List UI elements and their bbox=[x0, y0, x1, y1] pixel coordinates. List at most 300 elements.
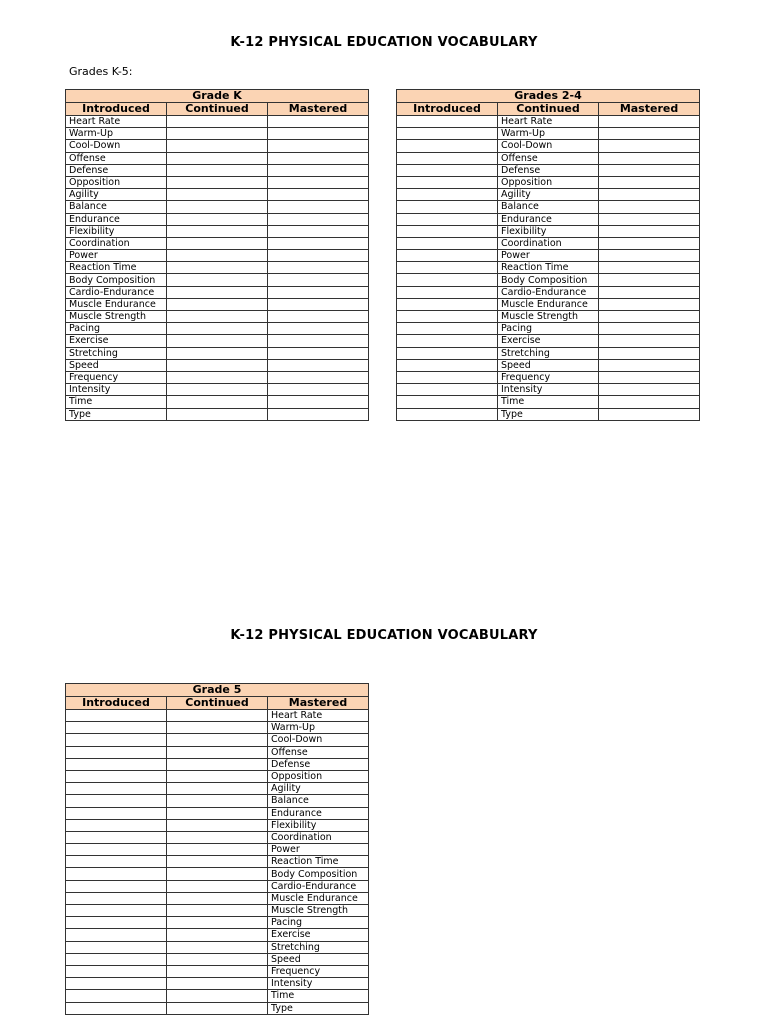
table-row bbox=[66, 905, 369, 917]
empty-cell bbox=[268, 335, 369, 347]
table-row bbox=[397, 335, 700, 347]
empty-cell bbox=[599, 359, 700, 371]
empty-cell bbox=[599, 323, 700, 335]
vocab-term: Warm-Up bbox=[498, 128, 599, 140]
column-header: Continued bbox=[167, 697, 268, 710]
vocab-table-grade-5 bbox=[65, 683, 369, 1015]
table-row bbox=[66, 311, 369, 323]
table-row bbox=[66, 286, 369, 298]
empty-cell bbox=[397, 274, 498, 286]
vocab-term: Coordination bbox=[498, 237, 599, 249]
vocab-term: Opposition bbox=[268, 770, 369, 782]
empty-cell bbox=[599, 250, 700, 262]
empty-cell bbox=[66, 746, 167, 758]
vocab-term: Frequency bbox=[66, 371, 167, 383]
vocab-term: Cardio-Endurance bbox=[268, 880, 369, 892]
vocab-term: Balance bbox=[66, 201, 167, 213]
empty-cell bbox=[599, 152, 700, 164]
empty-cell bbox=[397, 164, 498, 176]
vocab-term: Heart Rate bbox=[498, 116, 599, 128]
table-row bbox=[66, 770, 369, 782]
vocab-term: Muscle Strength bbox=[268, 905, 369, 917]
table-row bbox=[397, 225, 700, 237]
empty-cell bbox=[268, 274, 369, 286]
table-row bbox=[66, 116, 369, 128]
vocab-term: Balance bbox=[268, 795, 369, 807]
vocab-term: Muscle Strength bbox=[66, 311, 167, 323]
vocab-term: Pacing bbox=[268, 917, 369, 929]
empty-cell bbox=[66, 941, 167, 953]
empty-cell bbox=[167, 298, 268, 310]
empty-cell bbox=[66, 892, 167, 904]
column-header: Continued bbox=[498, 103, 599, 116]
empty-cell bbox=[268, 250, 369, 262]
empty-cell bbox=[397, 408, 498, 420]
empty-cell bbox=[66, 868, 167, 880]
empty-cell bbox=[167, 892, 268, 904]
table-row bbox=[66, 758, 369, 770]
table-row bbox=[66, 250, 369, 262]
empty-cell bbox=[599, 213, 700, 225]
empty-cell bbox=[397, 116, 498, 128]
empty-cell bbox=[167, 311, 268, 323]
vocab-term: Flexibility bbox=[66, 225, 167, 237]
empty-cell bbox=[268, 201, 369, 213]
empty-cell bbox=[66, 965, 167, 977]
empty-cell bbox=[599, 286, 700, 298]
empty-cell bbox=[268, 408, 369, 420]
empty-cell bbox=[66, 978, 167, 990]
empty-cell bbox=[599, 164, 700, 176]
vocab-term: Agility bbox=[268, 783, 369, 795]
vocab-term: Coordination bbox=[268, 831, 369, 843]
empty-cell bbox=[268, 189, 369, 201]
table-row bbox=[66, 880, 369, 892]
empty-cell bbox=[599, 116, 700, 128]
empty-cell bbox=[268, 128, 369, 140]
table-row bbox=[66, 213, 369, 225]
grade-header: Grades 2-4 bbox=[397, 90, 700, 103]
table-row bbox=[66, 335, 369, 347]
page-title: K-12 PHYSICAL EDUCATION VOCABULARY bbox=[230, 35, 538, 50]
table-row bbox=[397, 189, 700, 201]
table-row bbox=[397, 176, 700, 188]
table-row bbox=[397, 323, 700, 335]
table-row bbox=[397, 311, 700, 323]
table-row bbox=[397, 298, 700, 310]
empty-cell bbox=[397, 262, 498, 274]
empty-cell bbox=[167, 384, 268, 396]
vocab-term: Exercise bbox=[498, 335, 599, 347]
empty-cell bbox=[66, 917, 167, 929]
vocab-term: Power bbox=[498, 250, 599, 262]
table-row bbox=[66, 868, 369, 880]
table-row bbox=[66, 953, 369, 965]
empty-cell bbox=[167, 758, 268, 770]
table-row bbox=[66, 783, 369, 795]
vocab-term: Defense bbox=[268, 758, 369, 770]
empty-cell bbox=[167, 250, 268, 262]
empty-cell bbox=[599, 189, 700, 201]
empty-cell bbox=[167, 176, 268, 188]
empty-cell bbox=[167, 929, 268, 941]
empty-cell bbox=[599, 335, 700, 347]
vocab-term: Heart Rate bbox=[268, 710, 369, 722]
empty-cell bbox=[599, 176, 700, 188]
vocab-term: Type bbox=[498, 408, 599, 420]
empty-cell bbox=[599, 408, 700, 420]
table-row bbox=[397, 116, 700, 128]
vocab-term: Body Composition bbox=[268, 868, 369, 880]
empty-cell bbox=[167, 868, 268, 880]
vocab-term: Reaction Time bbox=[268, 856, 369, 868]
vocab-term: Power bbox=[66, 250, 167, 262]
table-row bbox=[66, 201, 369, 213]
empty-cell bbox=[397, 323, 498, 335]
vocab-term: Time bbox=[498, 396, 599, 408]
table-row bbox=[66, 274, 369, 286]
empty-cell bbox=[167, 323, 268, 335]
empty-cell bbox=[66, 990, 167, 1002]
vocab-term: Opposition bbox=[66, 176, 167, 188]
vocab-term: Speed bbox=[498, 359, 599, 371]
empty-cell bbox=[167, 140, 268, 152]
table-row bbox=[66, 140, 369, 152]
table-row bbox=[66, 965, 369, 977]
vocab-term: Cool-Down bbox=[66, 140, 167, 152]
vocab-term: Cool-Down bbox=[498, 140, 599, 152]
empty-cell bbox=[397, 225, 498, 237]
empty-cell bbox=[167, 965, 268, 977]
empty-cell bbox=[397, 250, 498, 262]
empty-cell bbox=[167, 237, 268, 249]
table-row bbox=[66, 225, 369, 237]
table-row bbox=[66, 941, 369, 953]
vocab-term: Muscle Endurance bbox=[498, 298, 599, 310]
vocab-term: Offense bbox=[498, 152, 599, 164]
vocab-term: Reaction Time bbox=[66, 262, 167, 274]
empty-cell bbox=[167, 152, 268, 164]
vocab-term: Cardio-Endurance bbox=[498, 286, 599, 298]
vocab-term: Pacing bbox=[498, 323, 599, 335]
table-row bbox=[66, 734, 369, 746]
vocab-term: Type bbox=[66, 408, 167, 420]
table-row bbox=[397, 274, 700, 286]
table-row bbox=[397, 140, 700, 152]
empty-cell bbox=[599, 347, 700, 359]
empty-cell bbox=[397, 237, 498, 249]
empty-cell bbox=[167, 795, 268, 807]
empty-cell bbox=[397, 213, 498, 225]
table-row bbox=[397, 408, 700, 420]
empty-cell bbox=[397, 189, 498, 201]
empty-cell bbox=[397, 140, 498, 152]
vocab-term: Type bbox=[268, 1002, 369, 1014]
empty-cell bbox=[397, 311, 498, 323]
empty-cell bbox=[397, 201, 498, 213]
vocab-term: Endurance bbox=[498, 213, 599, 225]
table-row bbox=[66, 892, 369, 904]
vocab-term: Endurance bbox=[66, 213, 167, 225]
vocab-term: Balance bbox=[498, 201, 599, 213]
empty-cell bbox=[397, 128, 498, 140]
page-title-2: K-12 PHYSICAL EDUCATION VOCABULARY bbox=[230, 628, 538, 643]
empty-cell bbox=[66, 905, 167, 917]
empty-cell bbox=[397, 371, 498, 383]
table-row bbox=[66, 237, 369, 249]
empty-cell bbox=[66, 880, 167, 892]
empty-cell bbox=[167, 262, 268, 274]
empty-cell bbox=[66, 807, 167, 819]
empty-cell bbox=[599, 384, 700, 396]
vocab-term: Body Composition bbox=[66, 274, 167, 286]
empty-cell bbox=[268, 116, 369, 128]
empty-cell bbox=[66, 710, 167, 722]
table-row bbox=[66, 990, 369, 1002]
vocab-term: Time bbox=[268, 990, 369, 1002]
table-row bbox=[66, 152, 369, 164]
table-row bbox=[397, 152, 700, 164]
empty-cell bbox=[397, 396, 498, 408]
vocab-term: Stretching bbox=[66, 347, 167, 359]
empty-cell bbox=[167, 807, 268, 819]
empty-cell bbox=[599, 311, 700, 323]
table-row bbox=[66, 844, 369, 856]
empty-cell bbox=[397, 176, 498, 188]
empty-cell bbox=[167, 225, 268, 237]
table-row bbox=[66, 262, 369, 274]
empty-cell bbox=[268, 176, 369, 188]
empty-cell bbox=[167, 941, 268, 953]
vocab-term: Speed bbox=[268, 953, 369, 965]
table-row bbox=[397, 237, 700, 249]
table-row bbox=[66, 807, 369, 819]
table-row bbox=[66, 347, 369, 359]
empty-cell bbox=[268, 262, 369, 274]
empty-cell bbox=[66, 722, 167, 734]
table-row bbox=[397, 128, 700, 140]
empty-cell bbox=[167, 189, 268, 201]
empty-cell bbox=[167, 953, 268, 965]
vocab-term: Power bbox=[268, 844, 369, 856]
empty-cell bbox=[66, 770, 167, 782]
vocab-term: Frequency bbox=[268, 965, 369, 977]
grades-subtitle: Grades K-5: bbox=[69, 65, 133, 78]
column-header: Introduced bbox=[66, 103, 167, 116]
table-row bbox=[66, 408, 369, 420]
table-row bbox=[66, 722, 369, 734]
table-row bbox=[66, 856, 369, 868]
table-row bbox=[397, 359, 700, 371]
empty-cell bbox=[167, 990, 268, 1002]
column-header: Introduced bbox=[397, 103, 498, 116]
empty-cell bbox=[167, 213, 268, 225]
column-header: Mastered bbox=[268, 697, 369, 710]
empty-cell bbox=[397, 335, 498, 347]
vocab-term: Pacing bbox=[66, 323, 167, 335]
empty-cell bbox=[599, 140, 700, 152]
empty-cell bbox=[599, 396, 700, 408]
empty-cell bbox=[167, 722, 268, 734]
empty-cell bbox=[268, 396, 369, 408]
empty-cell bbox=[167, 408, 268, 420]
vocab-term: Offense bbox=[66, 152, 167, 164]
vocab-term: Exercise bbox=[66, 335, 167, 347]
column-header: Mastered bbox=[268, 103, 369, 116]
empty-cell bbox=[167, 710, 268, 722]
grade-header: Grade K bbox=[66, 90, 369, 103]
vocab-table-grade-k bbox=[65, 89, 369, 421]
table-row bbox=[66, 978, 369, 990]
empty-cell bbox=[167, 359, 268, 371]
empty-cell bbox=[268, 384, 369, 396]
empty-cell bbox=[167, 734, 268, 746]
table-row bbox=[66, 298, 369, 310]
empty-cell bbox=[268, 347, 369, 359]
table-row bbox=[66, 176, 369, 188]
empty-cell bbox=[397, 384, 498, 396]
empty-cell bbox=[397, 286, 498, 298]
empty-cell bbox=[268, 225, 369, 237]
empty-cell bbox=[268, 286, 369, 298]
vocab-term: Heart Rate bbox=[66, 116, 167, 128]
vocab-term: Warm-Up bbox=[268, 722, 369, 734]
empty-cell bbox=[268, 298, 369, 310]
table-row bbox=[397, 164, 700, 176]
empty-cell bbox=[268, 140, 369, 152]
vocab-term: Exercise bbox=[268, 929, 369, 941]
empty-cell bbox=[167, 335, 268, 347]
column-header: Mastered bbox=[599, 103, 700, 116]
empty-cell bbox=[397, 298, 498, 310]
grade-header: Grade 5 bbox=[66, 684, 369, 697]
table-row bbox=[66, 323, 369, 335]
vocab-term: Intensity bbox=[268, 978, 369, 990]
table-row bbox=[66, 746, 369, 758]
table-row bbox=[397, 201, 700, 213]
empty-cell bbox=[268, 164, 369, 176]
empty-cell bbox=[397, 152, 498, 164]
empty-cell bbox=[66, 819, 167, 831]
empty-cell bbox=[167, 844, 268, 856]
vocab-term: Agility bbox=[498, 189, 599, 201]
empty-cell bbox=[167, 371, 268, 383]
vocab-term: Cool-Down bbox=[268, 734, 369, 746]
empty-cell bbox=[167, 1002, 268, 1014]
vocab-term: Muscle Endurance bbox=[268, 892, 369, 904]
empty-cell bbox=[599, 237, 700, 249]
vocab-term: Stretching bbox=[268, 941, 369, 953]
vocab-term: Reaction Time bbox=[498, 262, 599, 274]
table-row bbox=[397, 396, 700, 408]
vocab-term: Frequency bbox=[498, 371, 599, 383]
vocab-term: Warm-Up bbox=[66, 128, 167, 140]
vocab-term: Body Composition bbox=[498, 274, 599, 286]
table-row bbox=[66, 371, 369, 383]
column-header: Introduced bbox=[66, 697, 167, 710]
empty-cell bbox=[66, 856, 167, 868]
empty-cell bbox=[167, 347, 268, 359]
table-row bbox=[66, 128, 369, 140]
empty-cell bbox=[66, 844, 167, 856]
empty-cell bbox=[66, 953, 167, 965]
empty-cell bbox=[599, 274, 700, 286]
empty-cell bbox=[268, 311, 369, 323]
vocab-term: Offense bbox=[268, 746, 369, 758]
vocab-term: Muscle Strength bbox=[498, 311, 599, 323]
empty-cell bbox=[397, 359, 498, 371]
empty-cell bbox=[268, 323, 369, 335]
vocab-term: Stretching bbox=[498, 347, 599, 359]
table-row bbox=[66, 917, 369, 929]
empty-cell bbox=[167, 286, 268, 298]
table-row bbox=[397, 262, 700, 274]
empty-cell bbox=[66, 1002, 167, 1014]
vocab-term: Speed bbox=[66, 359, 167, 371]
empty-cell bbox=[167, 116, 268, 128]
empty-cell bbox=[66, 783, 167, 795]
empty-cell bbox=[599, 201, 700, 213]
empty-cell bbox=[268, 237, 369, 249]
table-row bbox=[66, 164, 369, 176]
empty-cell bbox=[66, 734, 167, 746]
empty-cell bbox=[167, 746, 268, 758]
empty-cell bbox=[167, 905, 268, 917]
empty-cell bbox=[66, 929, 167, 941]
empty-cell bbox=[599, 262, 700, 274]
empty-cell bbox=[167, 819, 268, 831]
empty-cell bbox=[167, 274, 268, 286]
empty-cell bbox=[66, 831, 167, 843]
table-row bbox=[66, 396, 369, 408]
table-row bbox=[397, 371, 700, 383]
table-row bbox=[397, 347, 700, 359]
empty-cell bbox=[599, 225, 700, 237]
empty-cell bbox=[397, 347, 498, 359]
empty-cell bbox=[167, 880, 268, 892]
table-row bbox=[66, 795, 369, 807]
vocab-term: Flexibility bbox=[268, 819, 369, 831]
empty-cell bbox=[268, 152, 369, 164]
empty-cell bbox=[66, 795, 167, 807]
vocab-term: Flexibility bbox=[498, 225, 599, 237]
vocab-term: Agility bbox=[66, 189, 167, 201]
empty-cell bbox=[66, 758, 167, 770]
table-row bbox=[66, 819, 369, 831]
empty-cell bbox=[268, 371, 369, 383]
vocab-term: Defense bbox=[498, 164, 599, 176]
empty-cell bbox=[167, 164, 268, 176]
vocab-table-grades-2-4 bbox=[396, 89, 700, 421]
table-row bbox=[66, 710, 369, 722]
empty-cell bbox=[167, 128, 268, 140]
table-row bbox=[66, 189, 369, 201]
empty-cell bbox=[167, 831, 268, 843]
vocab-term: Defense bbox=[66, 164, 167, 176]
table-row bbox=[66, 359, 369, 371]
vocab-term: Intensity bbox=[498, 384, 599, 396]
empty-cell bbox=[167, 396, 268, 408]
table-row bbox=[66, 831, 369, 843]
empty-cell bbox=[268, 359, 369, 371]
empty-cell bbox=[599, 128, 700, 140]
vocab-term: Muscle Endurance bbox=[66, 298, 167, 310]
vocab-term: Coordination bbox=[66, 237, 167, 249]
table-row bbox=[66, 1002, 369, 1014]
table-row bbox=[397, 250, 700, 262]
empty-cell bbox=[599, 298, 700, 310]
table-row bbox=[397, 384, 700, 396]
